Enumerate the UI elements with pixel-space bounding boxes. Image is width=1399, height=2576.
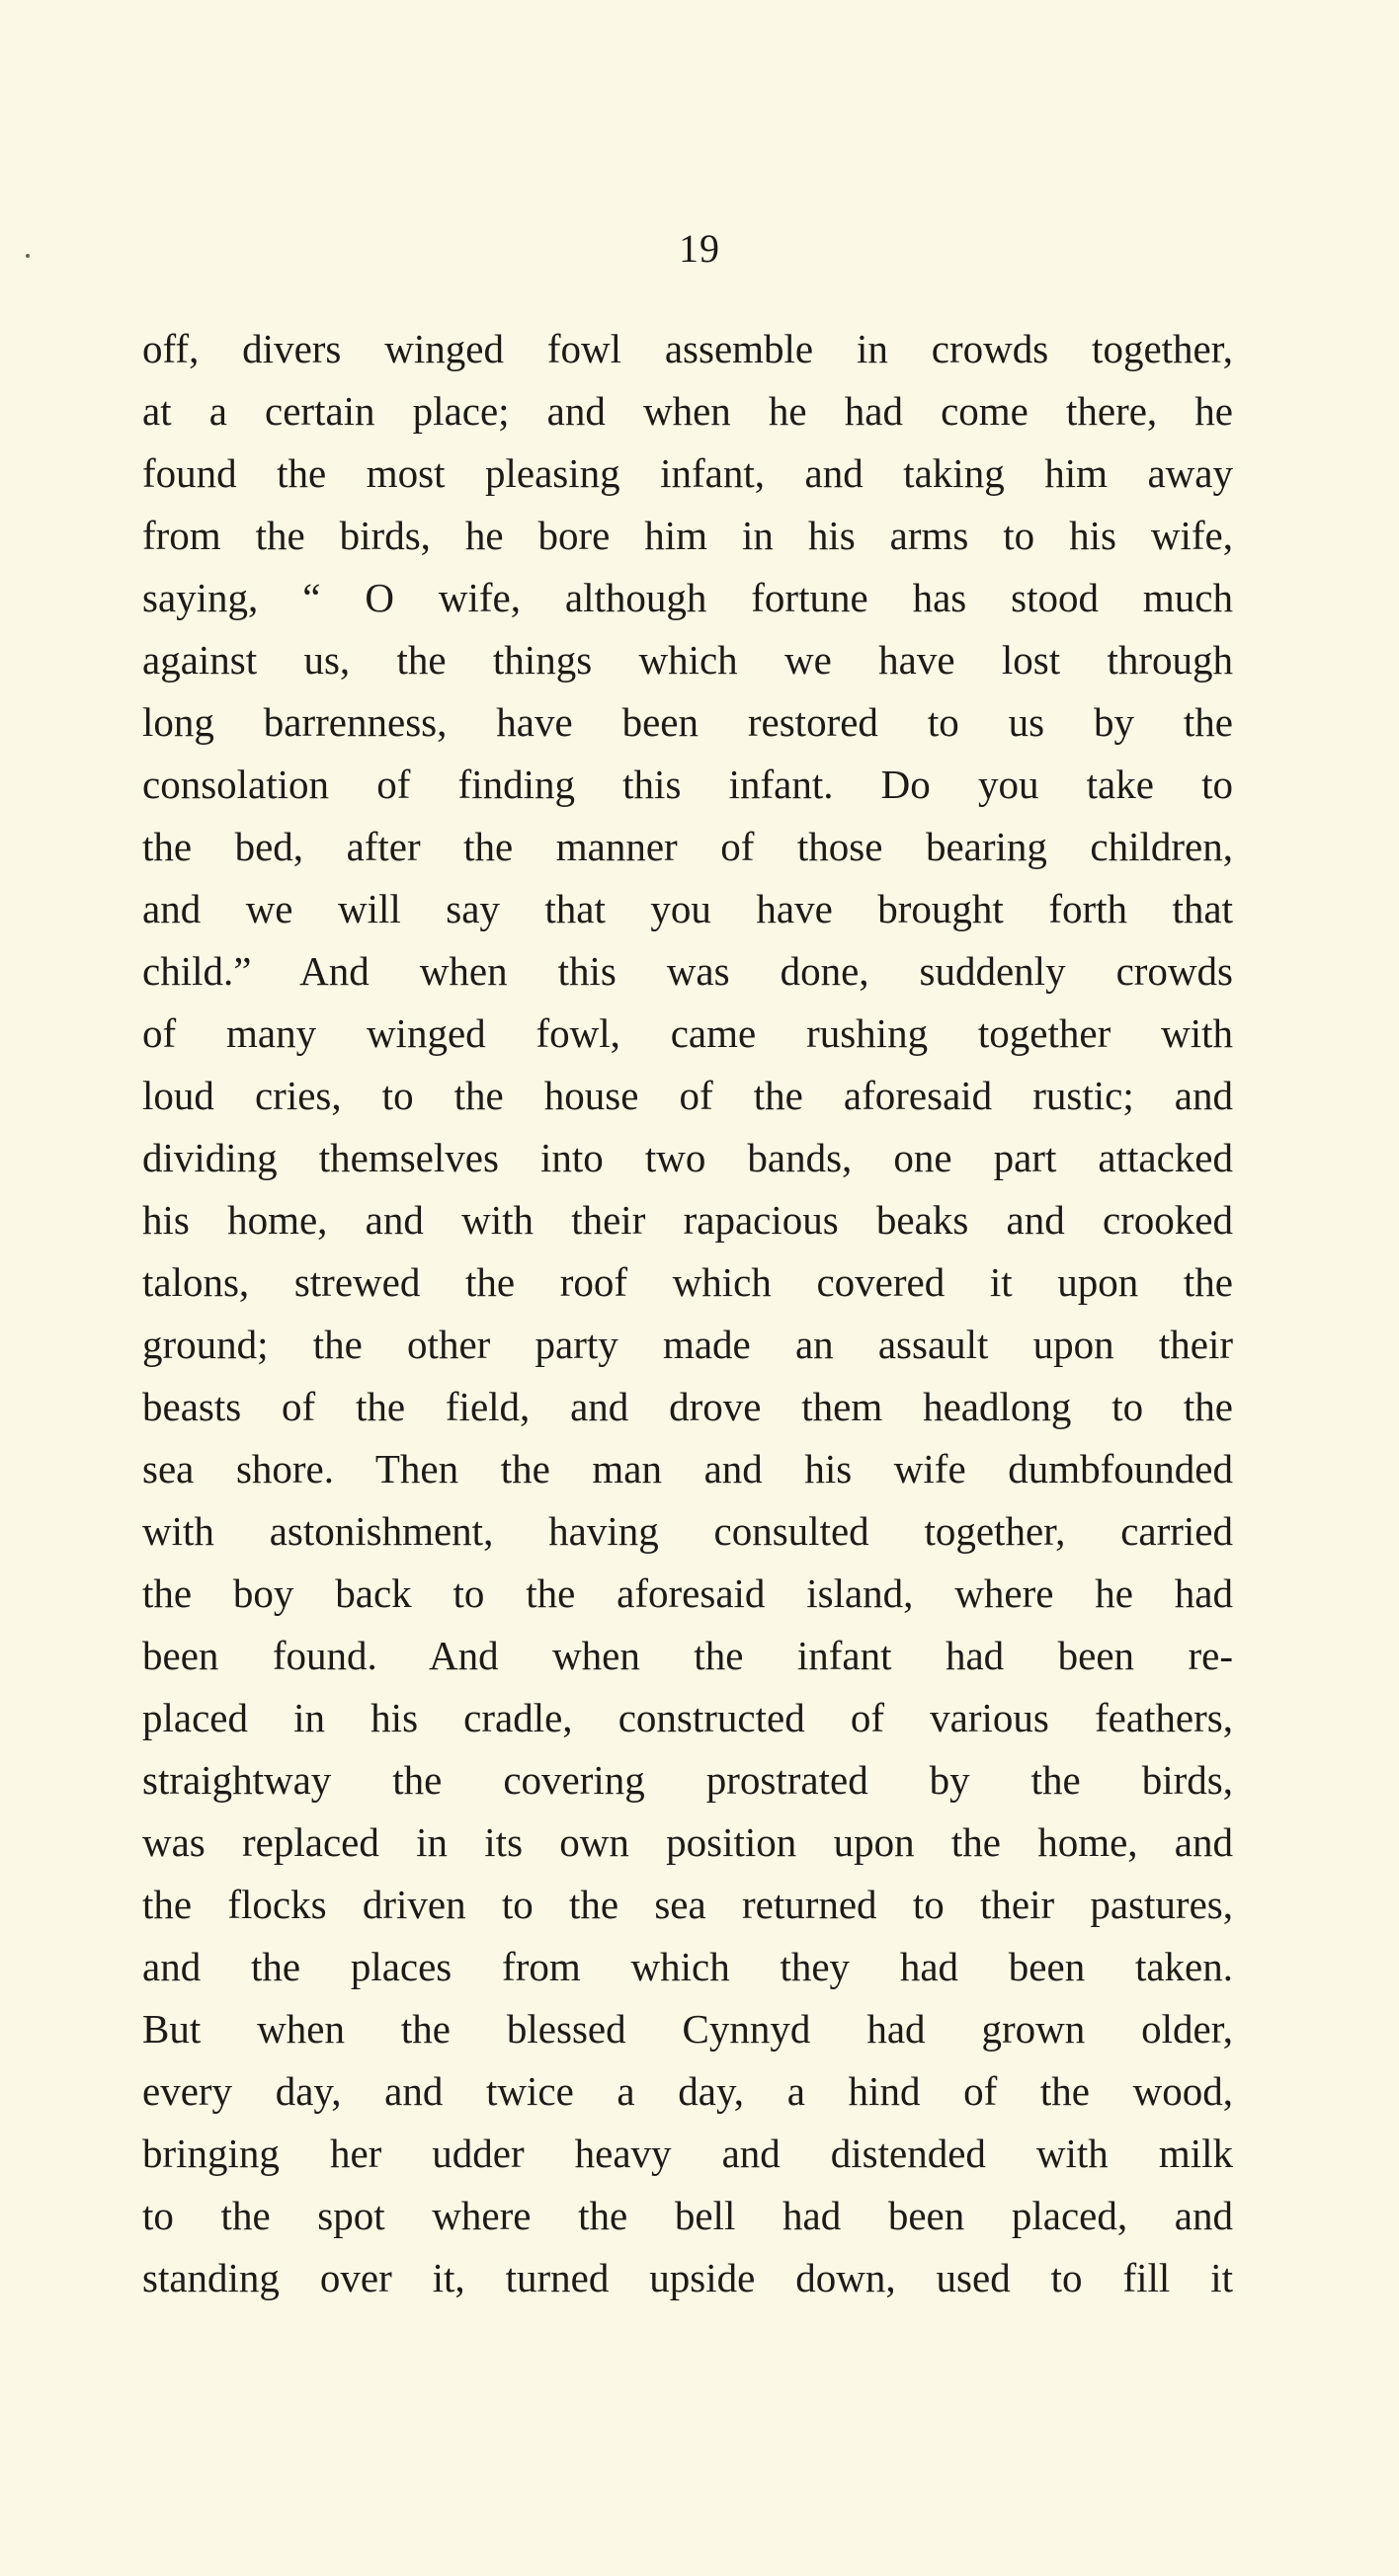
text-line: placed in his cradle, constructed of various feathers, [142,1695,1233,1740]
text-line: to the spot where the bell had been placed, and [142,2193,1233,2238]
text-line: ground; the other party made an assault upon their [142,1322,1233,1367]
text-line: from the birds, he bore him in his arms to his wife, [142,513,1233,558]
text-line: bringing her udder heavy and distended with milk [142,2131,1233,2176]
text-line: loud cries, to the house of the aforesaid rustic; and [142,1073,1233,1118]
text-line: straightway the covering prostrated by the birds, [142,1757,1233,1803]
text-line: was replaced in its own position upon the home, and [142,1819,1233,1865]
text-line: at a certain place; and when he had come there, he [142,388,1233,434]
text-line: found the most pleasing infant, and taking him away [142,450,1233,496]
text-line: dividing themselves into two bands, one part attacked [142,1135,1233,1180]
text-line: beasts of the field, and drove them headlong to the [142,1384,1233,1429]
body-text [142,318,1233,2309]
text-line: every day, and twice a day, a hind of the wood, [142,2068,1233,2114]
text-line: been found. And when the infant had been re- [142,1633,1233,1678]
text-line: and the places from which they had been taken. [142,1944,1233,1989]
page-number: 19 [679,226,720,271]
text-line: the bed, after the manner of those bearing children, [142,824,1233,869]
text-line: his home, and with their rapacious beaks and crooked [142,1197,1233,1243]
text-line: sea shore. Then the man and his wife dumbfounded [142,1446,1233,1491]
text-line: with astonishment, having consulted together, carried [142,1508,1233,1554]
text-line: But when the blessed Cynnyd had grown older, [142,2006,1233,2052]
text-line: standing over it, turned upside down, used to fill it [142,2255,1233,2300]
text-line: of many winged fowl, came rushing together with [142,1010,1233,1056]
text-line: against us, the things which we have lost through [142,637,1233,683]
text-line: consolation of finding this infant. Do you take to [142,762,1233,807]
text-line: the flocks driven to the sea returned to their pastures, [142,1882,1233,1927]
text-line: and we will say that you have brought forth that [142,886,1233,931]
text-line: saying, “ O wife, although fortune has stood much [142,575,1233,620]
text-line: long barrenness, have been restored to us by the [142,699,1233,745]
text-line: the boy back to the aforesaid island, where he had [142,1570,1233,1616]
text-line: child.” And when this was done, suddenly crowds [142,948,1233,994]
text-line: off, divers winged fowl assemble in crowds together, [142,326,1233,371]
text-line: talons, strewed the roof which covered it upon the [142,1259,1233,1305]
